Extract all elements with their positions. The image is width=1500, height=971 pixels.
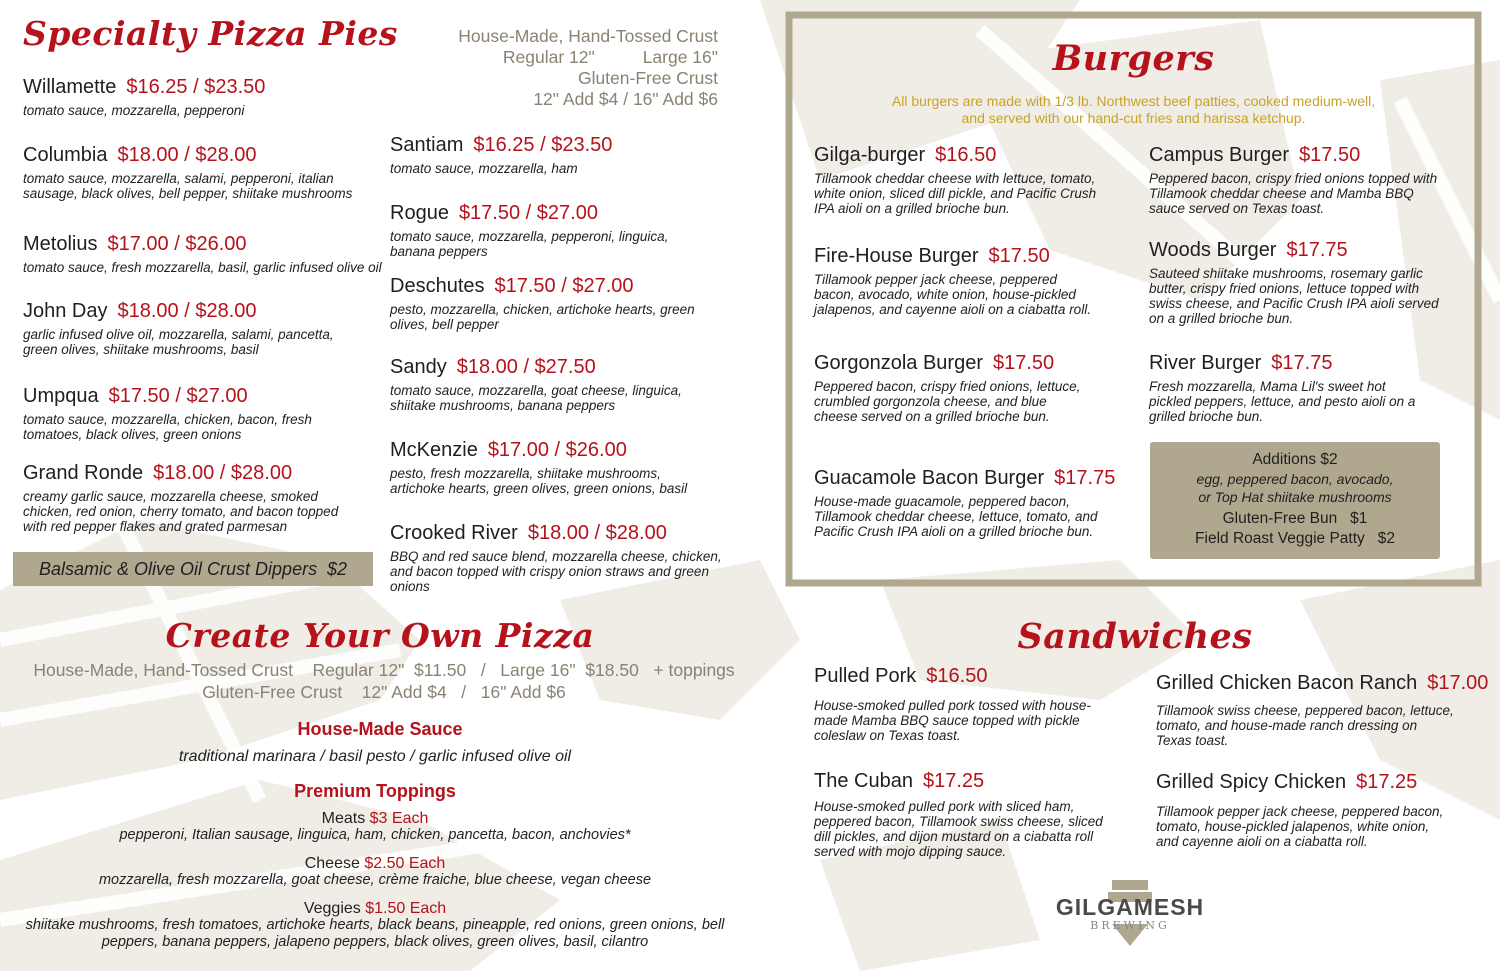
specialty-title: Specialty Pizza Pies <box>23 14 398 53</box>
menu-item <box>1149 352 1429 424</box>
item-desc: tomato sauce, mozzarella, pepperoni, linguica, banana peppers <box>390 229 669 260</box>
additions-box <box>1150 442 1440 559</box>
item-price: $16.50 <box>926 665 988 687</box>
cheese-line <box>0 855 750 873</box>
menu-item <box>23 76 383 118</box>
item-name <box>814 352 1084 375</box>
item-name <box>1149 239 1439 262</box>
veggies-desc-1: shiitake mushrooms, fresh tomatoes, artichoke hearts, black beans, pineapple, red onions, green onions, bell <box>25 917 725 933</box>
sauce-desc: traditional marinara / basil pesto / garlic infused olive oil <box>178 748 572 765</box>
item-price: $17.75 <box>1286 239 1348 261</box>
item-name <box>1149 144 1439 167</box>
item-title: Columbia <box>23 144 108 166</box>
item-name <box>390 356 725 379</box>
item-price: $17.50 / $27.00 <box>108 385 248 407</box>
item-price: $17.00 / $26.00 <box>107 233 247 255</box>
dippers-label: Balsamic & Olive Oil Crust Dippers <box>39 559 318 579</box>
dippers-price: $2 <box>327 559 348 579</box>
item-title: Grilled Spicy Chicken <box>1156 771 1347 793</box>
additions-title: Additions $2 <box>1252 451 1338 468</box>
menu-item <box>23 300 368 357</box>
menu-item <box>390 356 725 413</box>
item-desc: tomato sauce, fresh mozzarella, basil, garlic infused olive oil <box>23 260 382 275</box>
menu-item <box>23 385 368 442</box>
item-title: Gilga-burger <box>814 144 926 166</box>
cheese-label: Cheese <box>304 855 360 872</box>
item-name <box>390 522 730 545</box>
menu-item <box>23 233 383 275</box>
item-title: Fire-House Burger <box>814 245 979 267</box>
item-title: Pulled Pork <box>814 665 917 687</box>
menu-item <box>814 770 1119 859</box>
item-price: $18.00 / $28.00 <box>117 144 257 166</box>
item-title: Willamette <box>23 76 117 98</box>
item-name <box>23 144 383 167</box>
item-name <box>23 462 363 485</box>
item-name <box>390 134 730 157</box>
item-title: Metolius <box>23 233 98 255</box>
menu-item <box>390 134 730 176</box>
item-title: Grilled Chicken Bacon Ranch <box>1156 672 1418 694</box>
item-title: River Burger <box>1149 352 1262 374</box>
item-name <box>1156 672 1489 695</box>
item-desc: tomato sauce, mozzarella, salami, pepperoni, italian sausage, black olives, bell pepper, shiitake mushrooms <box>23 171 353 202</box>
item-desc: tomato sauce, mozzarella, goat cheese, linguica, shiitake mushrooms, banana peppers <box>390 383 682 414</box>
item-name <box>390 275 730 298</box>
item-price: $17.75 <box>1054 467 1116 489</box>
item-price: $17.00 / $26.00 <box>487 439 627 461</box>
item-title: Crooked River <box>390 522 518 544</box>
item-price: $17.25 <box>1356 771 1418 793</box>
cheese-desc: mozzarella, fresh mozzarella, goat cheese, crème fraiche, blue cheese, vegan cheese <box>98 872 652 888</box>
menu-item <box>814 144 1099 216</box>
item-desc: Peppered bacon, crispy fried onions, lettuce, crumbled gorgonzola cheese, and blue cheese served on a grilled brioche bun. <box>814 379 1081 425</box>
item-desc: Tillamook cheddar cheese with lettuce, tomato, white onion, sliced dill pickle, and Pacific Crush IPA aioli on a grilled brioche bun. <box>814 171 1097 217</box>
meats-line <box>0 810 750 828</box>
item-name <box>1156 771 1446 794</box>
item-name <box>814 144 1099 167</box>
item-price: $18.00 / $27.50 <box>456 356 596 378</box>
burgers-title: Burgers <box>1052 38 1215 79</box>
crust-sizes <box>440 47 718 68</box>
item-price: $16.25 / $23.50 <box>126 76 266 98</box>
burgers-note-2: and served with our hand-cut fries and harissa ketchup. <box>961 110 1306 126</box>
item-desc: BBQ and red sauce blend, mozzarella cheese, chicken, and bacon topped with crispy onion straws and green onions <box>390 549 722 595</box>
item-title: McKenzie <box>390 439 478 461</box>
item-title: Guacamole Bacon Burger <box>814 467 1045 489</box>
item-title: Campus Burger <box>1149 144 1290 166</box>
item-price: $16.25 / $23.50 <box>473 134 613 156</box>
cheese-price: $2.50 Each <box>364 855 446 872</box>
item-desc: pesto, fresh mozzarella, shiitake mushrooms, artichoke hearts, green olives, green onions, basil <box>390 466 688 497</box>
item-title: Grand Ronde <box>23 462 144 484</box>
burgers-note-1: All burgers are made with 1/3 lb. Northwest beef patties, cooked medium-well, <box>891 93 1376 109</box>
sauce-title: House-Made Sauce <box>297 719 463 739</box>
veggies-desc-2: peppers, banana peppers, jalapeno peppers, black olives, green olives, basil, cilantro <box>101 934 649 950</box>
item-name <box>23 385 368 408</box>
item-price: $17.75 <box>1271 352 1333 374</box>
item-desc: Fresh mozzarella, Mama Lil's sweet hot pickled peppers, lettuce, and pesto aioli on a grilled brioche bun. <box>1149 379 1416 425</box>
item-price: $16.50 <box>935 144 997 166</box>
create-gf-line: Gluten-Free Crust 12" Add $4 / 16" Add $6 <box>202 682 566 702</box>
gf-crust: Gluten-Free Crust <box>577 68 718 88</box>
item-name <box>23 233 383 256</box>
dippers-banner <box>13 552 373 586</box>
item-desc: pesto, mozzarella, chicken, artichoke hearts, green olives, bell pepper <box>390 302 695 333</box>
additions-line-2: or Top Hat shiitake mushrooms <box>1198 489 1392 505</box>
item-price: $18.00 / $28.00 <box>527 522 667 544</box>
veggies-price: $1.50 Each <box>365 900 447 917</box>
item-desc: Sauteed shiitake mushrooms, rosemary garlic butter, crispy fried onions, lettuce topped with swiss cheese, and Pacific Crush IPA aioli served on a grilled brioche bun. <box>1149 266 1439 327</box>
create-title: Create Your Own Pizza <box>165 616 595 655</box>
menu-item <box>814 467 1116 540</box>
item-name <box>1149 352 1429 375</box>
item-title: Sandy <box>390 356 447 378</box>
meats-desc: pepperoni, Italian sausage, linguica, ham, chicken, pancetta, bacon, anchovies* <box>119 827 631 843</box>
item-price: $17.25 <box>922 770 985 792</box>
veggies-line <box>0 900 750 918</box>
item-name <box>814 245 1099 268</box>
item-desc: tomato sauce, mozzarella, pepperoni <box>23 103 245 118</box>
item-desc: House-made guacamole, peppered bacon, Tillamook cheddar cheese, lettuce, tomato, and Pacific Crush IPA aioli on a grilled brioche bun. <box>814 494 1098 540</box>
item-name <box>814 467 1116 490</box>
menu-item <box>1156 672 1489 749</box>
item-price: $17.50 / $27.00 <box>458 202 598 224</box>
menu-item <box>1156 771 1446 849</box>
gf-crust-add: 12" Add $4 / 16" Add $6 <box>533 89 718 109</box>
crust-info <box>440 26 718 110</box>
item-name <box>390 439 715 462</box>
additions-line-1: egg, peppered bacon, avocado, <box>1196 471 1394 487</box>
item-desc: creamy garlic sauce, mozzarella cheese, smoked chicken, red onion, cherry tomato, and bacon topped with red pepper flakes and grated parmesan <box>23 489 339 535</box>
toppings-title: Premium Toppings <box>294 781 456 801</box>
item-price: $17.50 <box>992 352 1055 374</box>
item-title: The Cuban <box>814 770 913 792</box>
item-price: $18.00 / $28.00 <box>117 300 257 322</box>
item-title: Santiam <box>390 134 464 156</box>
menu-item <box>1149 144 1439 216</box>
crust-regular: Regular 12" <box>502 47 595 67</box>
veggies-label: Veggies <box>303 900 361 917</box>
meats-price: $3 Each <box>369 810 429 827</box>
item-price: $17.50 / $27.00 <box>494 275 634 297</box>
item-title: John Day <box>23 300 108 322</box>
item-title: Deschutes <box>390 275 485 297</box>
logo-sub: BREWING <box>1090 919 1170 932</box>
menu-item <box>814 352 1084 424</box>
gilgamesh-logo <box>1040 878 1220 948</box>
item-title: Woods Burger <box>1149 239 1277 261</box>
menu-item <box>390 275 730 332</box>
menu-item <box>1149 239 1439 326</box>
item-name <box>814 665 1124 688</box>
item-name <box>390 202 680 225</box>
meats-label: Meats <box>321 810 366 827</box>
item-name <box>23 300 368 323</box>
menu-item <box>390 522 730 594</box>
item-title: Gorgonzola Burger <box>814 352 983 374</box>
item-name <box>23 76 383 99</box>
item-price: $17.50 <box>988 245 1050 267</box>
item-name <box>814 770 1119 793</box>
item-desc: Tillamook swiss cheese, peppered bacon, lettuce, tomato, and house-made ranch dressing on Texas toast. <box>1156 703 1454 749</box>
menu-item <box>390 439 715 496</box>
item-desc: House-smoked pulled pork with sliced ham, peppered bacon, Tillamook swiss cheese, sliced dill pickles, and dijon mustard on a ciabatta roll served with mojo dipping sauce. <box>814 799 1103 860</box>
item-price: $18.00 / $28.00 <box>153 462 293 484</box>
menu-item <box>814 665 1124 743</box>
crust-large: Large 16" <box>642 47 718 67</box>
item-desc: Peppered bacon, crispy fried onions topped with Tillamook cheddar cheese and Mamba BBQ sauce served on Texas toast. <box>1149 171 1438 217</box>
item-desc: garlic infused olive oil, mozzarella, salami, pancetta, green olives, shiitake mushrooms, basil <box>23 327 334 358</box>
item-desc: tomato sauce, mozzarella, ham <box>390 161 578 176</box>
item-desc: House-smoked pulled pork tossed with house-made Mamba BBQ sauce topped with pickle coleslaw on Texas toast. <box>814 698 1091 744</box>
menu-item <box>23 144 383 201</box>
menu-item <box>814 245 1099 317</box>
menu-item <box>390 202 680 259</box>
item-price: $17.00 <box>1427 672 1489 694</box>
item-title: Umpqua <box>23 385 99 407</box>
item-title: Rogue <box>390 202 449 224</box>
item-desc: Tillamook pepper jack cheese, peppered bacon, avocado, white onion, house-pickled jalapenos, and cayenne aioli on a ciabatta roll. <box>814 272 1091 318</box>
item-desc: Tillamook pepper jack cheese, peppered bacon, tomato, house-pickled jalapenos, white onion, and cayenne aioli on a ciabatta roll. <box>1156 804 1444 850</box>
create-crust-line: House-Made, Hand-Tossed Crust Regular 12" $11.50 / Large 16" $18.50 + toppings <box>33 660 735 680</box>
logo-name: GILGAMESH <box>1055 894 1205 920</box>
sandwiches-title: Sandwiches <box>1017 616 1253 657</box>
crust-line: House-Made, Hand-Tossed Crust <box>458 26 718 46</box>
menu-item <box>23 462 363 534</box>
gf-bun: Gluten-Free Bun $1 <box>1222 510 1368 527</box>
item-price: $17.50 <box>1299 144 1361 166</box>
veggie-patty: Field Roast Veggie Patty $2 <box>1195 530 1395 547</box>
item-desc: tomato sauce, mozzarella, chicken, bacon, fresh tomatoes, black olives, green onions <box>23 412 312 443</box>
